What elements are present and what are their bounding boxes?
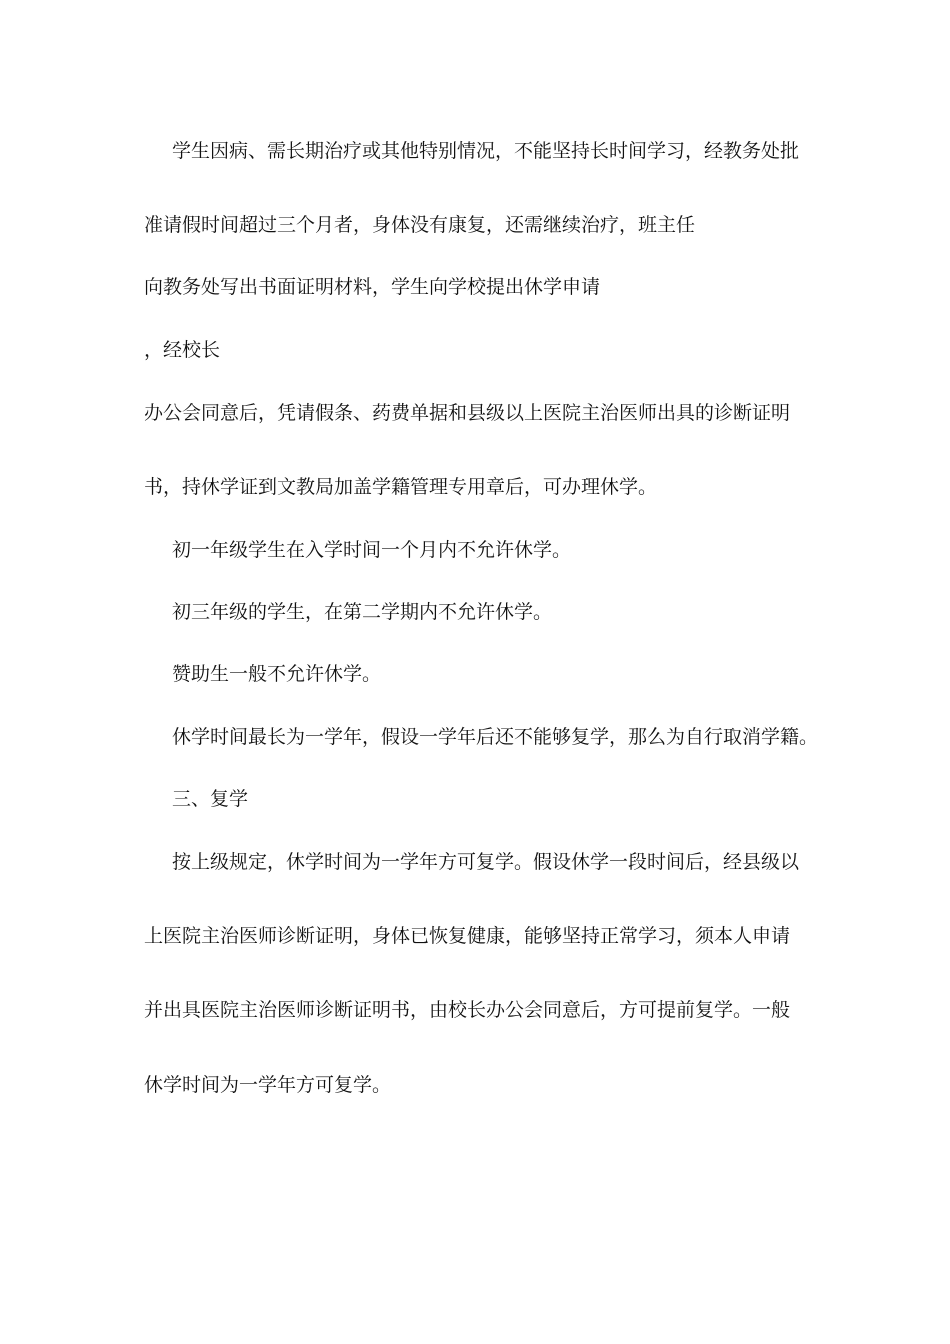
paragraph-line-5: 办公会同意后，凭请假条、药费单据和县级以上医院主治医师出具的诊断证明	[144, 402, 791, 424]
paragraph-line-4: ，经校长	[144, 339, 221, 361]
paragraph-line-6: 书，持休学证到文教局加盖学籍管理专用章后，可办理休学。	[144, 476, 658, 498]
paragraph-line-10: 休学时间最长为一学年，假设一学年后还不能够复学，那么为自行取消学籍。	[172, 726, 819, 748]
paragraph-line-11: 按上级规定，休学时间为一学年方可复学。假设休学一段时间后，经县级以	[172, 851, 800, 873]
paragraph-line-13: 并出具医院主治医师诊断证明书，由校长办公会同意后，方可提前复学。一般	[144, 999, 791, 1021]
paragraph-line-8: 初三年级的学生，在第二学期内不允许休学。	[172, 601, 553, 623]
paragraph-line-9: 赞助生一般不允许休学。	[172, 663, 382, 685]
paragraph-line-1: 学生因病、需长期治疗或其他特别情况，不能坚持长时间学习，经教务处批	[172, 140, 800, 162]
paragraph-line-12: 上医院主治医师诊断证明，身体已恢复健康，能够坚持正常学习，须本人申请	[144, 925, 791, 947]
paragraph-line-3: 向教务处写出书面证明材料，学生向学校提出休学申请	[144, 276, 601, 298]
section-heading: 三、复学	[172, 788, 249, 810]
paragraph-line-14: 休学时间为一学年方可复学。	[144, 1074, 392, 1096]
paragraph-line-2: 准请假时间超过三个月者，身体没有康复，还需继续治疗，班主任	[144, 214, 696, 236]
paragraph-line-7: 初一年级学生在入学时间一个月内不允许休学。	[172, 539, 572, 561]
